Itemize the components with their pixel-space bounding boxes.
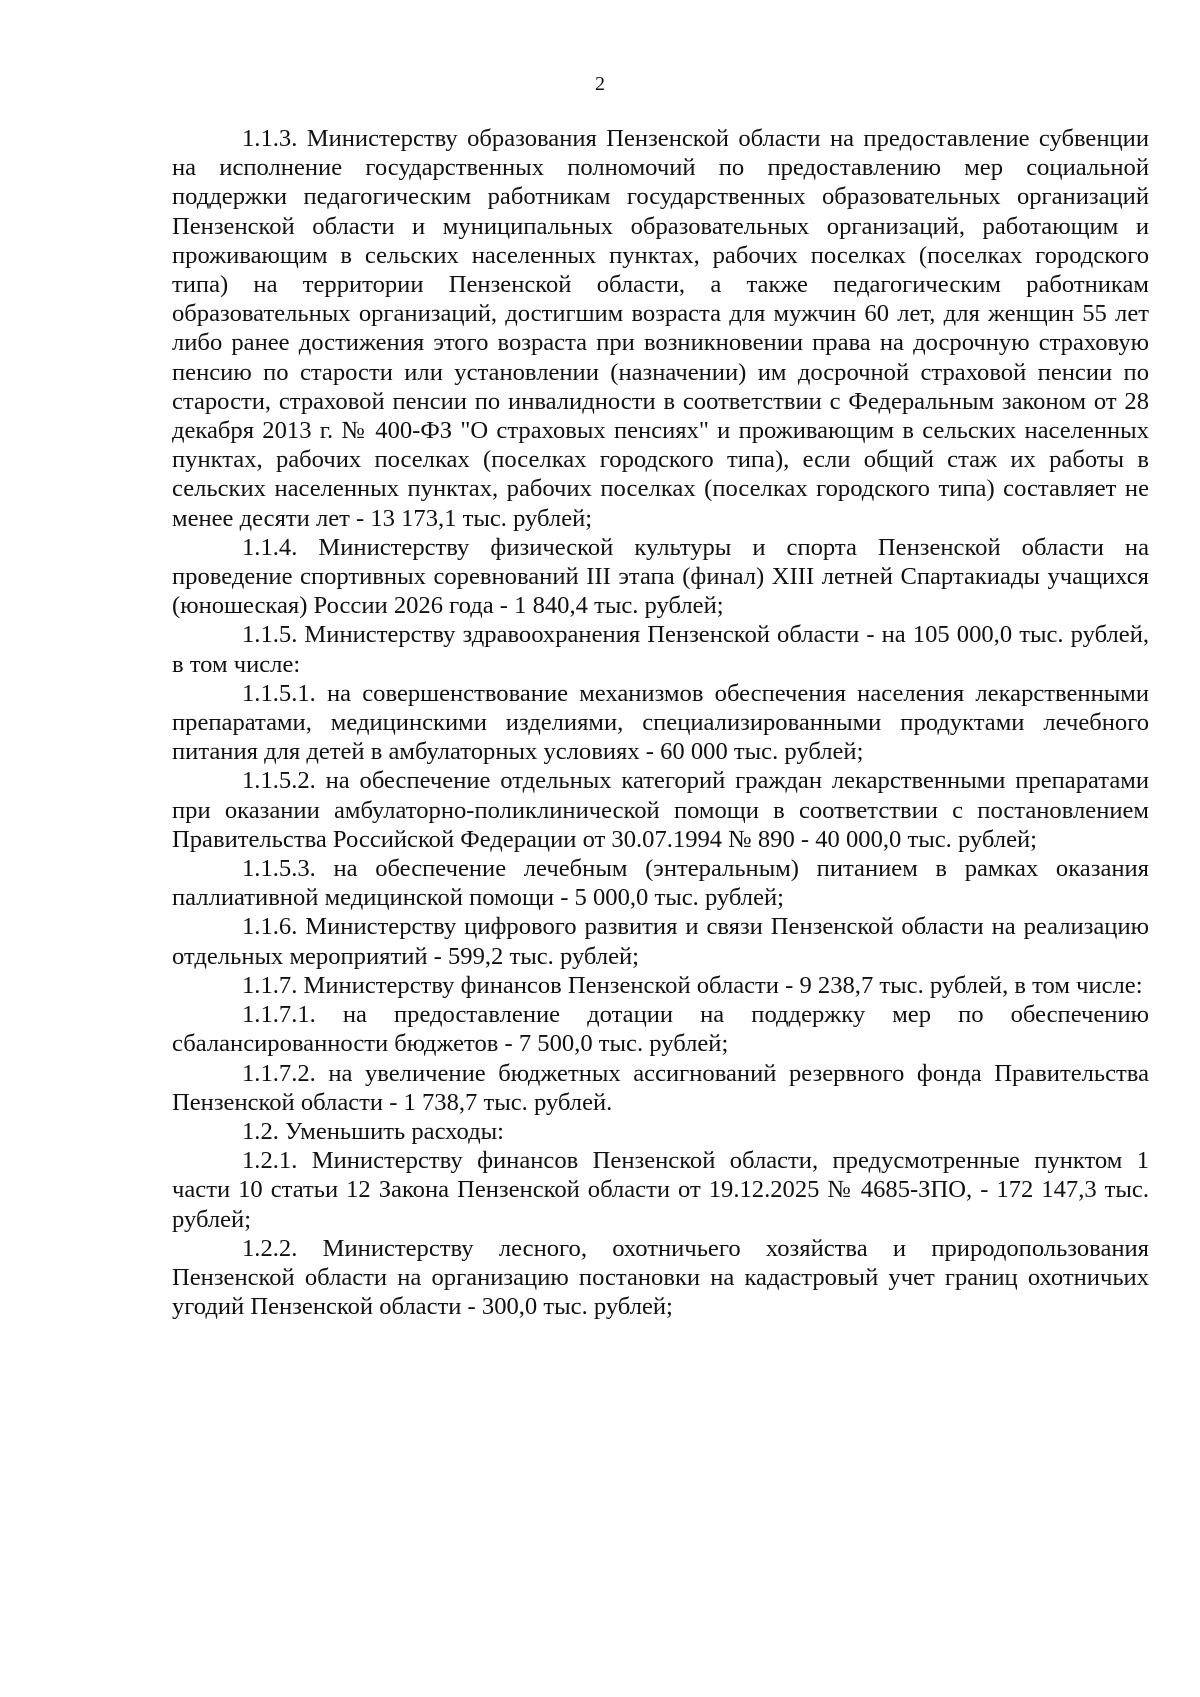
paragraph-1-1-7-1: 1.1.7.1. на предоставление дотации на поддержку мер по обеспечению сбалансированности бюджетов - 7 500,0 тыс. рублей; (172, 1001, 1149, 1058)
paragraph-1-1-6: 1.1.6. Министерству цифрового развития и связи Пензенской области на реализацию отдельных мероприятий - 599,2 тыс. рублей; (172, 913, 1149, 970)
paragraph-1-1-5-3: 1.1.5.3. на обеспечение лечебным (энтеральным) питанием в рамках оказания паллиативной медицинской помощи - 5 000,0 тыс. рублей; (172, 855, 1149, 912)
paragraph-1-1-7-2: 1.1.7.2. на увеличение бюджетных ассигнований резервного фонда Правительства Пензенской области - 1 738,7 тыс. рублей. (172, 1059, 1149, 1116)
paragraph-1-1-3: 1.1.3. Министерству образования Пензенской области на предоставление субвенции на исполнение государственных полномочий по предоставлению мер социальной поддержки педагогическим работникам государственных образовательных организаций Пензенской области и муниципальных образовательных организаций, работающим и проживающим в сельских населенных пунктах, рабочих поселках (поселках городского типа) на территории Пензенской области, а также педагогическим работникам образовательных организаций, достигшим возраста для мужчин 60 лет, для женщин 55 лет либо ранее достижения этого возраста при возникновении права на досрочную страховую пенсию по старости или установлении (назначении) им досрочной страховой пенсии по старости, страховой пенсии по инвалидности в соответствии с Федеральным законом от 28 декабря 2013 г. № 400-ФЗ "О страховых пенсиях" и проживающим в сельских населенных пунктах, рабочих поселках (поселках городского типа), если общий стаж их работы в сельских населенных пунктах, рабочих поселках (поселках городского типа) составляет не менее десяти лет - 13 173,1 тыс. рублей; (172, 125, 1149, 532)
page-number: 2 (595, 73, 605, 95)
paragraph-1-1-5-1: 1.1.5.1. на совершенствование механизмов обеспечения населения лекарственными препаратами, медицинскими изделиями, специализированными продуктами лечебного питания для детей в амбулаторных условиях - 60 000 тыс. рублей; (172, 679, 1149, 766)
paragraph-1-2: 1.2. Уменьшить расходы: (242, 1117, 504, 1145)
paragraph-1-2-1: 1.2.1. Министерству финансов Пензенской области, предусмотренные пунктом 1 части 10 статьи 12 Закона Пензенской области от 19.12.2025 № 4685-ЗПО, - 172 147,3 тыс. рублей; (172, 1147, 1149, 1233)
document-body (172, 124, 1149, 1321)
paragraph-1-1-7: 1.1.7. Министерству финансов Пензенской области - 9 238,7 тыс. рублей, в том числе: (242, 971, 1143, 999)
paragraph-1-2-2: 1.2.2. Министерству лесного, охотничьего хозяйства и природопользования Пензенской области на организацию постановки на кадастровый учет границ охотничьих угодий Пензенской области - 300,0 тыс. рублей; (172, 1234, 1149, 1321)
paragraph-1-1-5: 1.1.5. Министерству здравоохранения Пензенской области - на 105 000,0 тыс. рублей, в том числе: (172, 621, 1149, 678)
paragraph-1-1-5-2: 1.1.5.2. на обеспечение отдельных категорий граждан лекарственными препаратами при оказании амбулаторно-поликлинической помощи в соответствии с постановлением Правительства Российской Федерации от 30.07.1994 № 890 - 40 000,0 тыс. рублей; (172, 767, 1149, 853)
paragraph-1-1-4: 1.1.4. Министерству физической культуры и спорта Пензенской области на проведение спортивных соревнований III этапа (финал) XIII летней Спартакиады учащихся (юношеская) России 2026 года - 1 840,4 тыс. рублей; (172, 533, 1149, 620)
